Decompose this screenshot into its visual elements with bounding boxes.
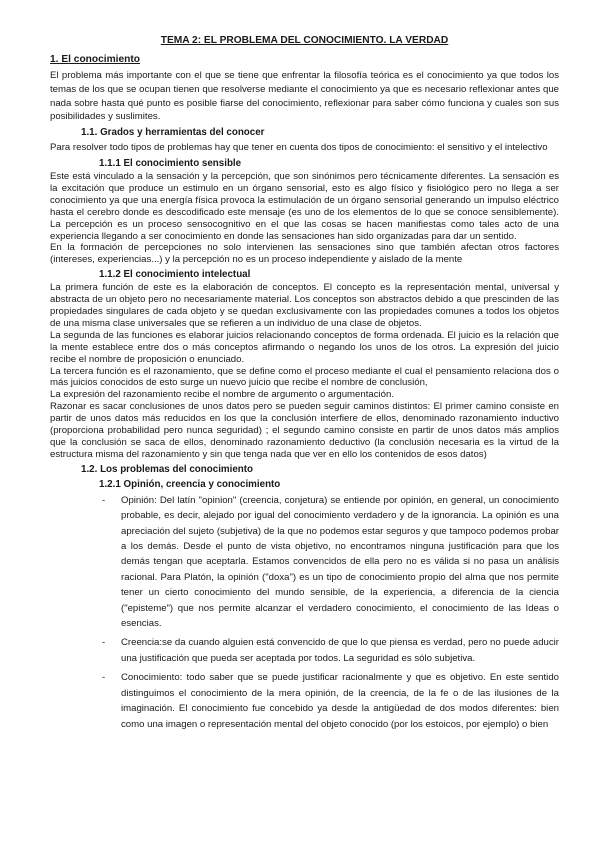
- section-heading-1-1: 1.1. Grados y herramientas del conocer: [81, 127, 265, 139]
- section-heading-1-2-1: 1.2.1 Opinión, creencia y conocimiento: [99, 478, 281, 490]
- section-1-1-2-paragraph-2: La segunda de las funciones es elaborar juicios relacionando conceptos de forma ordenada. El juicio es la relación que la mente establece entre dos o más conceptos afirmando o negando los unos de los otros. La expresión del juicio recibe el nombre de proposición o enunciado.: [50, 329, 559, 365]
- section-1-1-text: Para resolver todo tipos de problemas hay que tener en cuenta dos tipos de conocimiento: el sensitivo y el intelectivo: [50, 142, 548, 154]
- list-item-text: Creencia:se da cuando alguien está convencido de que lo que piensa es verdad, pero no puede aducir una justificación que pueda ser aceptada por todos. La seguridad es sólo subjetiva.: [121, 637, 559, 664]
- section-1-1-2-paragraph-3: La tercera función es el razonamiento, que se define como el proceso mediante el cual el pensamiento relaciona dos o más juicios conocidos de esto surge un nuevo juicio que recibe el nombre de conclusión,: [50, 365, 559, 389]
- list-item: [50, 493, 559, 632]
- section-1-1-2-paragraph-1: La primera función de este es la elaboración de conceptos. El concepto es la representación mental, universal y abstracta de un objeto pero no necesariamente material. Los conceptos son abstractos debido a que prescinden de las propiedades singulares de cada objeto y se quedan exclusivamente con las propiedades comunes a todos los objetos de una misma clase universales que se refieren a un individuo de una clase de objetos.: [50, 282, 559, 329]
- section-heading-1-1-1: 1.1.1 El conocimiento sensible: [99, 157, 242, 169]
- definitions-list: [50, 493, 559, 732]
- document-title: TEMA 2: EL PROBLEMA DEL CONOCIMIENTO. LA VERDAD: [160, 35, 449, 46]
- list-bullet: -: [102, 494, 106, 506]
- section-1-intro: El problema más importante con el que se tiene que enfrentar la filosofía teórica es el conocimiento ya que todos los temas de los que se ocupan tienen que resolverse mediante el conocimiento ya que es necesario reflexionar antes que nada sobre hasta qué punto es posible fiarse del conocimiento, reflexionar para saber cómo funciona y cuales son sus posibilidades y suslimites.: [50, 70, 559, 123]
- section-heading-1-1-2: 1.1.2 El conocimiento intelectual: [99, 269, 251, 281]
- section-1-1-1-paragraph-2: En la formación de percepciones no solo intervienen las sensaciones sino que también afectan otros factores (intereses, experiencias...) y la percepción no es un proceso independiente y aislado de la mente: [50, 242, 559, 266]
- list-item: [50, 670, 559, 732]
- list-bullet: -: [102, 637, 106, 649]
- list-bullet: -: [102, 672, 106, 684]
- section-1-1-2-paragraph-4: La expresión del razonamiento recibe el nombre de argumento o argumentación.: [50, 389, 394, 401]
- section-1-1-1-paragraph-1: Este está vinculado a la sensación y la percepción, que son sinónimos pero técnicamente diferentes. La sensación es la excitación que produce un estimulo en un órgano sensorial, esto es algo físico y fisiológico pero no llega a ser conocimiento ya que una energía física provoca la estimulación de un órgano sensorial generando un impulso eléctrico hasta el cerebro donde es descodificado este mensaje (es uno de los elementos de lo que se conoce sensiblemente). La percepción es un proceso sensocognitivo en el que las cosas se hacen manifiestas como tales acto de una experiencia llegando a ser conocimiento en donde las sensaciones han sido organizadas para dar un sentido.: [50, 170, 559, 242]
- list-item-text: Opinión: Del latín "opinion" (creencia, conjetura) se entiende por opinión, en general, un conocimiento probable, es decir, alejado por igual del conocimiento verdadero y de la ignorancia. La opinión es una apreciación del sujeto (subjetiva) de la que no podemos estar seguros y que tampoco podemos probar a los demás. Desde el punto de vista objetivo, no encontramos ninguna justificación para que los demás tengan que aceptarla. Estamos convencidos de ella pero no es válida si no pasa un análisis racional. Para Platón, la opinión ("doxa") es un tipo de conocimiento propio del alma que nos permite tener un cierto conocimiento del mundo sensible, de la experiencia, a diferencia de la ciencia ("episteme") que nos permite alcanzar el verdadero conocimiento, el conocimiento de las Ideas o esencias.: [121, 494, 559, 630]
- section-heading-1: 1. El conocimiento: [50, 54, 141, 65]
- section-1-1-2-paragraph-5: Razonar es sacar conclusiones de unos datos pero se pueden seguir caminos distintos: El primer camino consiste en partir de unos datos más reducidos en los que la conclusión interfiere de ellos, denominado razonamiento inductivo (proporciona probabilidad pero nunca seguridad) ; el segundo camino consiste en partir de unos datos más amplios que la conclusión se saca de ellos, denominado razonamiento deductivo (la conclusión necesaria es la virtud de la estructura misma del razonamiento y sin que tenga nada que ver en ello los contenidos de esos datos): [50, 401, 559, 460]
- list-item: [50, 635, 559, 666]
- section-heading-1-2: 1.2. Los problemas del conocimiento: [81, 463, 254, 475]
- list-item-text: Conocimiento: todo saber que se puede justificar racionalmente y que es objetivo. En este sentido distinguimos el conocimiento de la mera opinión, de la creencia, de la fe o de las ilusiones de la imaginación. El conocimiento fue concebido ya desde la antigüedad de dos modos diferentes: bien como una imagen o representación mental del objeto conocido (por los estoicos, por ejemplo) o bien: [121, 672, 559, 730]
